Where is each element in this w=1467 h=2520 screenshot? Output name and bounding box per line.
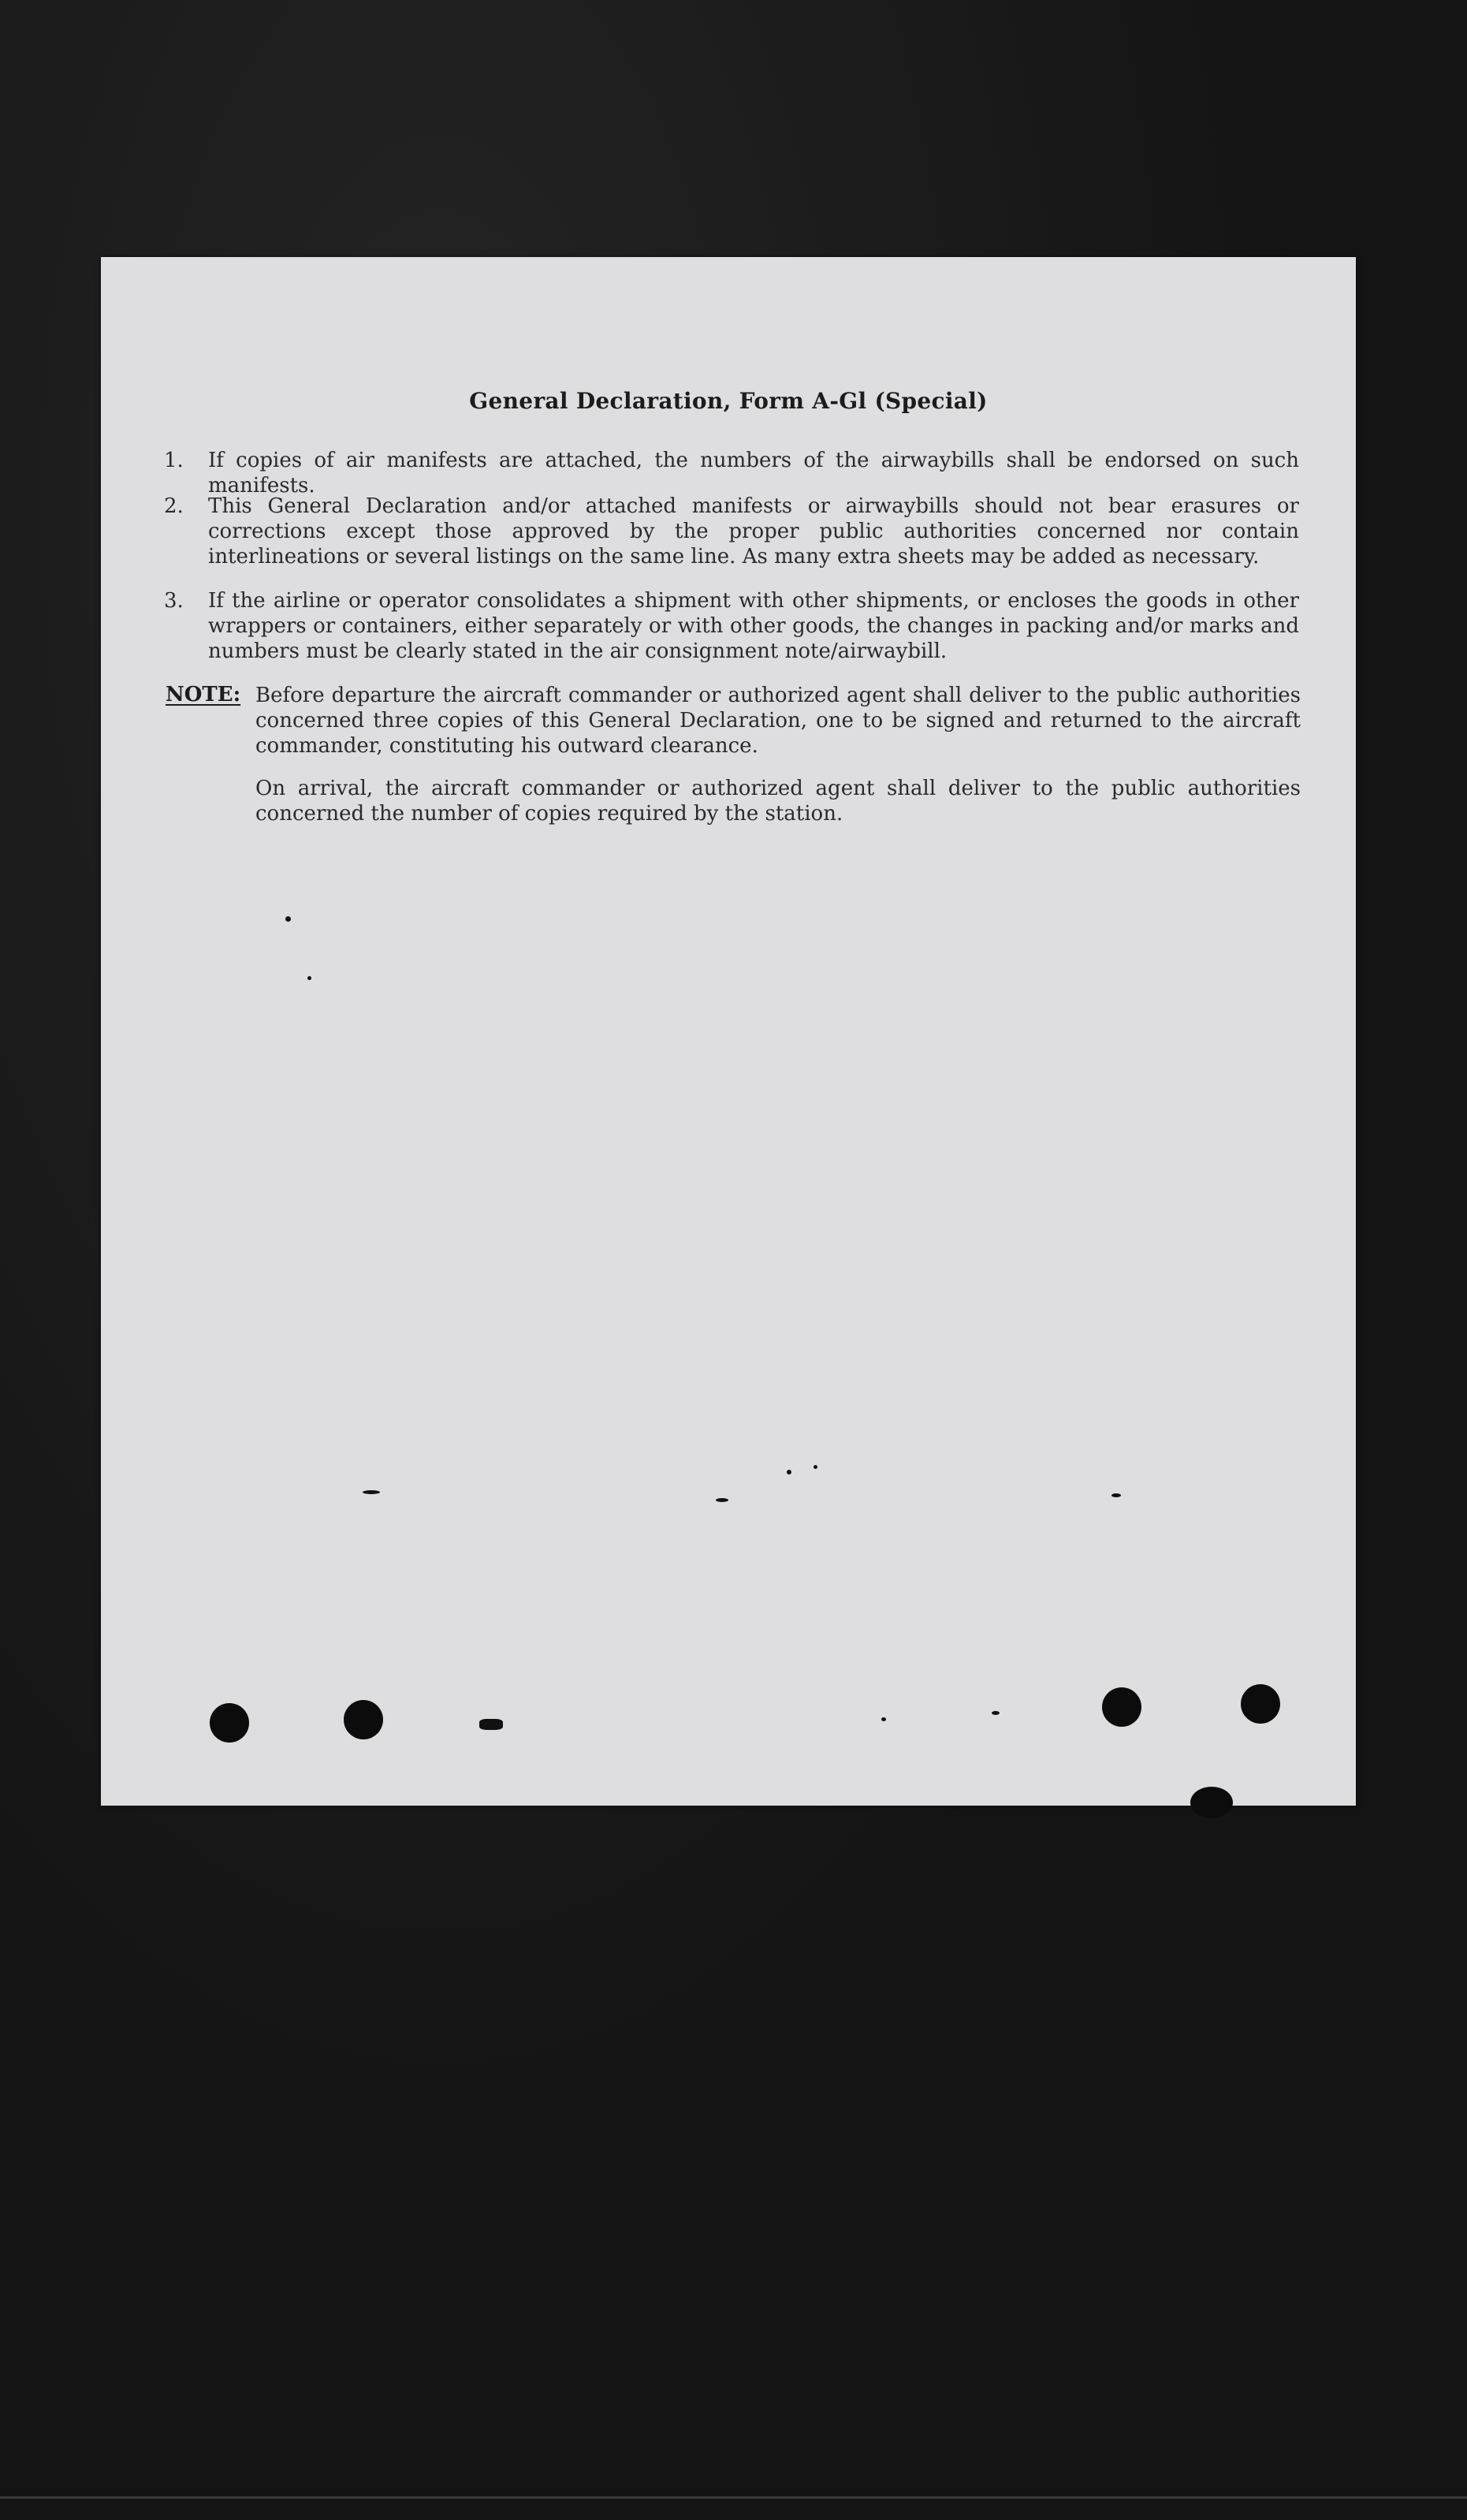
document-title: General Declaration, Form A-Gl (Special) bbox=[469, 388, 988, 414]
scan-speck bbox=[363, 1490, 380, 1494]
scan-edge-line bbox=[0, 2496, 1467, 2499]
scan-speck bbox=[814, 1465, 817, 1469]
item-number: 1. bbox=[164, 449, 184, 472]
item-number: 3. bbox=[164, 589, 184, 613]
note-paragraph: On arrival, the aircraft commander or authorized agent shall deliver to the public authorities concerned the number of copies required by the station. bbox=[255, 777, 1301, 826]
item-text: If the airline or operator consolidates a shipment with other shipments, or encloses the goods in other wrappers or containers, either separately or with other goods, the changes in packing and/or marks and numbers must be clearly stated in the air consignment note/airwaybill. bbox=[208, 589, 1299, 663]
scan-speck bbox=[881, 1717, 886, 1721]
punch-hole bbox=[1102, 1687, 1141, 1727]
scan-speck bbox=[307, 976, 311, 980]
scan-speck bbox=[992, 1711, 1000, 1715]
punch-hole bbox=[1241, 1684, 1280, 1724]
list-item bbox=[164, 448, 1299, 498]
list-item bbox=[164, 588, 1299, 664]
scan-speck bbox=[479, 1719, 503, 1730]
scan-speck bbox=[285, 916, 291, 922]
list-item bbox=[164, 494, 1299, 569]
scan-speck bbox=[1111, 1493, 1121, 1497]
punch-hole bbox=[1190, 1787, 1233, 1818]
note-paragraph: Before departure the aircraft commander or authorized agent shall deliver to the public authorities concerned three copies of this General Declaration, one to be signed and returned to the aircraft commander, constituting his outward clearance. bbox=[255, 684, 1301, 758]
item-text: This General Declaration and/or attached manifests or airwaybills should not bear erasures or corrections except those approved by the proper public authorities concerned nor contain interlineations or several listings on the same line. As many extra sheets may be added as necessary. bbox=[208, 494, 1299, 568]
punch-hole bbox=[344, 1700, 383, 1739]
punch-hole bbox=[210, 1703, 249, 1743]
scan-speck bbox=[787, 1470, 791, 1474]
document-page bbox=[101, 257, 1356, 1806]
item-number: 2. bbox=[164, 494, 184, 518]
scan-speck bbox=[716, 1498, 728, 1502]
note-label: NOTE: bbox=[166, 683, 241, 706]
item-text: If copies of air manifests are attached, the numbers of the airwaybills shall be endorsed on such manifests. bbox=[208, 449, 1299, 498]
